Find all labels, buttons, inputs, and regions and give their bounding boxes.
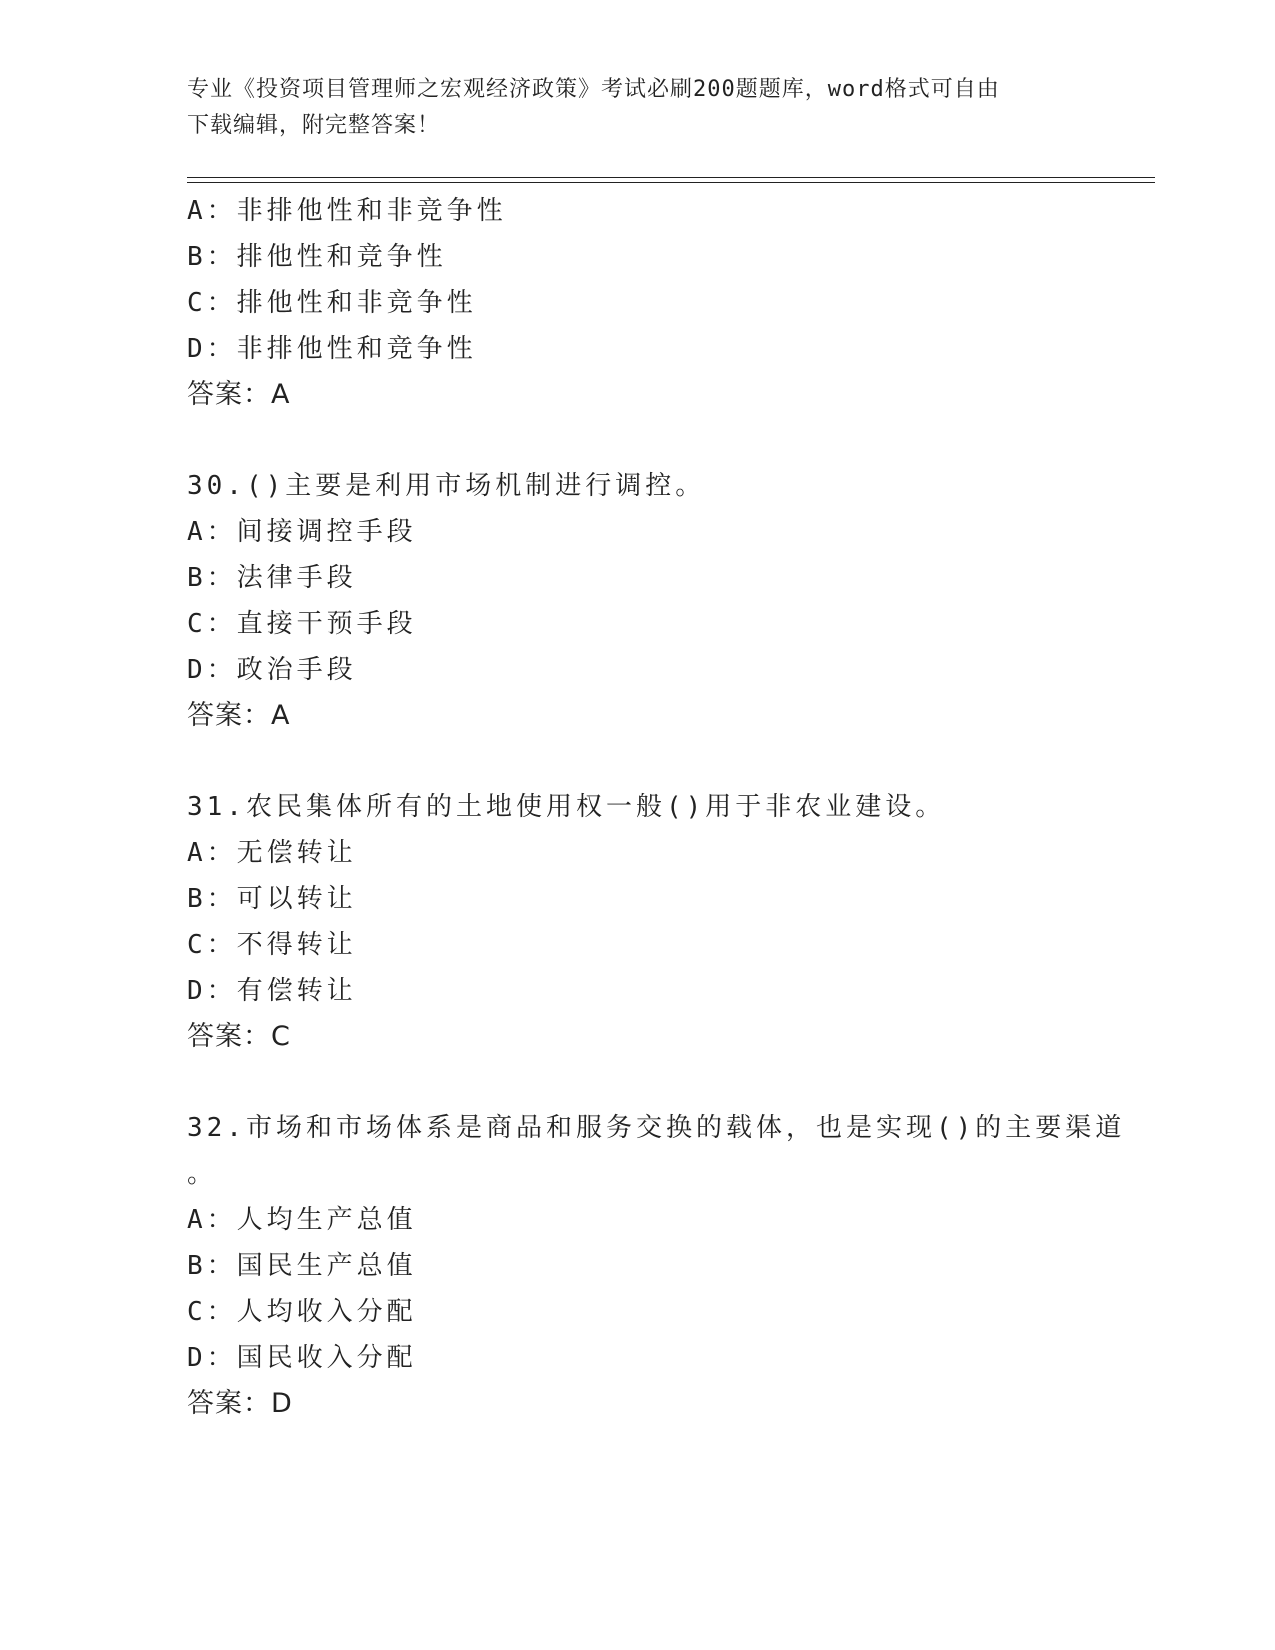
- option-b: B：法律手段: [187, 563, 357, 593]
- option-c: C：排他性和非竞争性: [187, 288, 477, 318]
- question-stem-line-1: 32.市场和市场体系是商品和服务交换的载体，也是实现()的主要渠道: [187, 1113, 1126, 1143]
- question-block-31: [187, 784, 1147, 1060]
- option-d: D：国民收入分配: [187, 1343, 417, 1373]
- option-b: B：排他性和竞争性: [187, 242, 447, 272]
- document-header: [187, 72, 1067, 144]
- question-block-30: [187, 463, 1147, 739]
- question-block-32: [187, 1105, 1147, 1427]
- answer-line: 答案：A: [187, 379, 291, 410]
- option-a: A：无偿转让: [187, 838, 357, 868]
- option-d: D：非排他性和竞争性: [187, 334, 477, 364]
- answer-line: 答案：C: [187, 1021, 291, 1052]
- question-list: [187, 188, 1147, 1427]
- option-d: D：有偿转让: [187, 976, 357, 1006]
- option-b: B：可以转让: [187, 884, 357, 914]
- option-d: D：政治手段: [187, 655, 357, 685]
- option-a: A：人均生产总值: [187, 1205, 417, 1235]
- option-c: C：不得转让: [187, 930, 357, 960]
- option-c: C：直接干预手段: [187, 609, 417, 639]
- question-stem: 31.农民集体所有的土地使用权一般()用于非农业建设。: [187, 792, 946, 822]
- question-stem-line-2: 。: [187, 1159, 218, 1189]
- question-block-partial: [187, 188, 1147, 418]
- header-line-2: 下载编辑，附完整答案！: [187, 113, 441, 138]
- header-divider-top: [187, 177, 1155, 178]
- header-divider-bottom: [187, 182, 1155, 183]
- option-b: B：国民生产总值: [187, 1251, 417, 1281]
- question-stem: 30.()主要是利用市场机制进行调控。: [187, 471, 706, 501]
- option-a: A：间接调控手段: [187, 517, 417, 547]
- answer-line: 答案：D: [187, 1388, 293, 1419]
- option-c: C：人均收入分配: [187, 1297, 417, 1327]
- answer-line: 答案：A: [187, 700, 291, 731]
- option-a: A：非排他性和非竞争性: [187, 196, 507, 226]
- header-line-1: 专业《投资项目管理师之宏观经济政策》考试必刷200题题库，word格式可自由: [187, 77, 1000, 102]
